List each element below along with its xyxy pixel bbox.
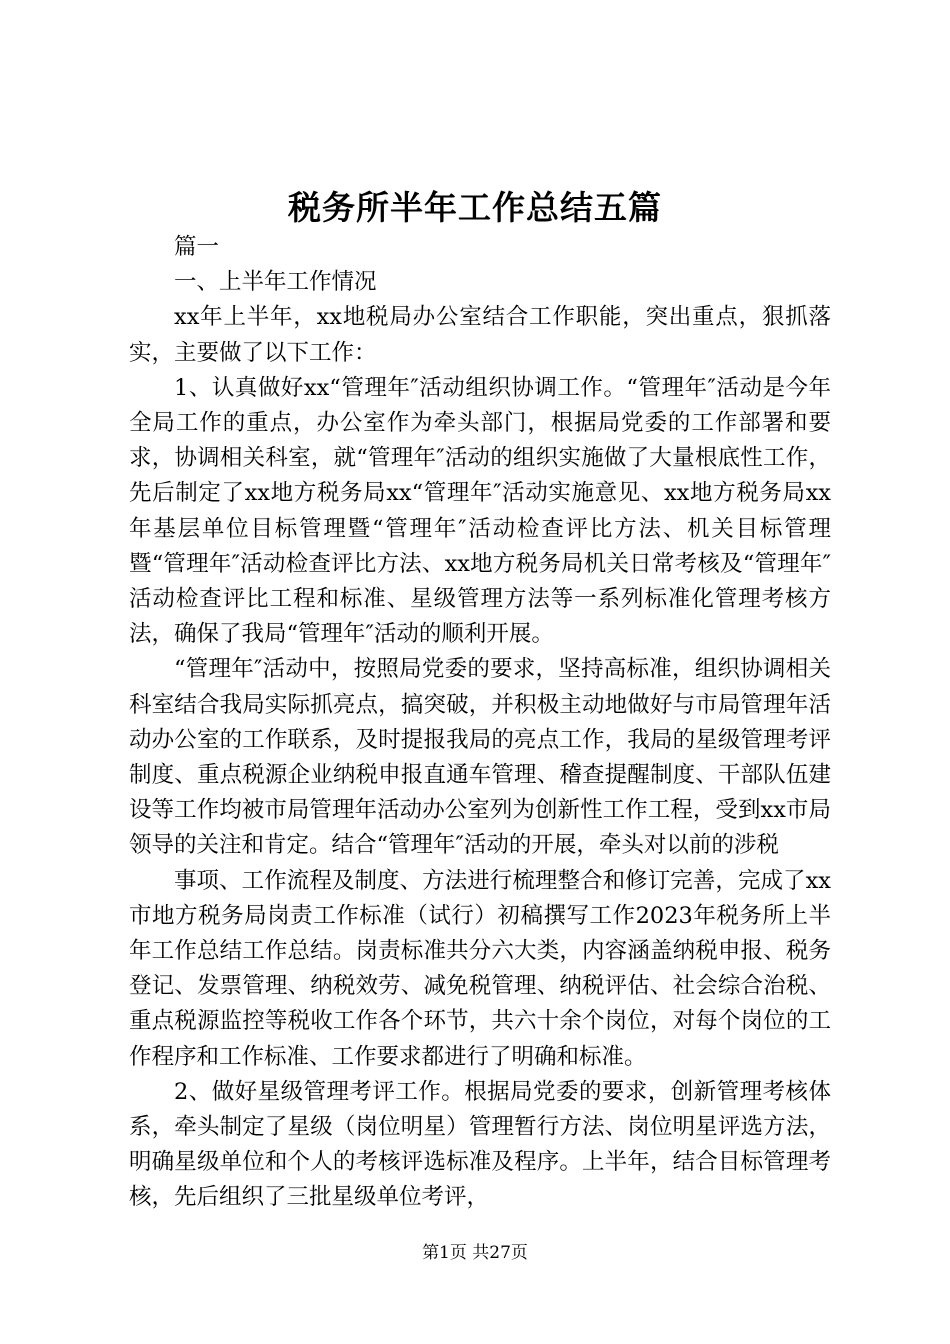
paragraph-intro: xx年上半年，xx地税局办公室结合工作职能，突出重点，狠抓落实，主要做了以下工作： [129,304,831,366]
paragraph-standards: 事项、工作流程及制度、方法进行梳理整合和修订完善，完成了xx市地方税务局岗责工作标准（试行）初稿撰写工作2023年税务所上半年工作总结工作总结。岗责标准共分六大类，内容涵盖纳税申报、税务登记、发票管理、纳税效劳、减免税管理、纳税评估、社会综合治税、重点税源监控等税收工作各个环节，共六十余个岗位，对每个岗位的工作程序和工作标准、工作要求都进行了明确和标准。 [129,867,831,1070]
paragraph-item-2: 2、做好星级管理考评工作。根据局党委的要求，创新管理考核体系，牵头制定了星级（岗位明星）管理暂行方法、岗位明星评选方法，明确星级单位和个人的考核评选标准及程序。上半年，结合目标管理考核，先后组织了三批星级单位考评， [129,1078,831,1211]
paragraph-item-1: 1、认真做好xx“管理年″活动组织协调工作。“管理年″活动是今年全局工作的重点，办公室作为牵头部门，根据局党委的工作部署和要求，协调相关科室，就“管理年″活动的组织实施做了大量根底性工作，先后制定了xx地方税务局xx“管理年″活动实施意见、xx地方税务局xx年基层单位目标管理暨“管理年″活动检查评比方法、机关目标管理暨“管理年″活动检查评比方法、xx地方税务局机关日常考核及“管理年″活动检查评比工程和标准、星级管理方法等一系列标准化管理考核方法，确保了我局“管理年″活动的顺利开展。 [129,374,831,648]
paragraph-management-year: “管理年″活动中，按照局党委的要求，坚持高标准，组织协调相关科室结合我局实际抓亮点，搞突破，并积极主动地做好与市局管理年活动办公室的工作联系，及时提报我局的亮点工作，我局的星级管理考评制度、重点税源企业纳税申报直通车管理、稽查提醒制度、干部队伍建设等工作均被市局管理年活动办公室列为创新性工作工程，受到xx市局领导的关注和肯定。结合“管理年″活动的开展，牵头对以前的涉税 [129,656,831,859]
document-body [129,230,831,1216]
document-title: 税务所半年工作总结五篇 [288,188,662,227]
section-heading: 篇一 [174,234,220,260]
page-number: 第1页 共27页 [422,1243,528,1263]
subsection-heading: 一、上半年工作情况 [174,269,377,296]
